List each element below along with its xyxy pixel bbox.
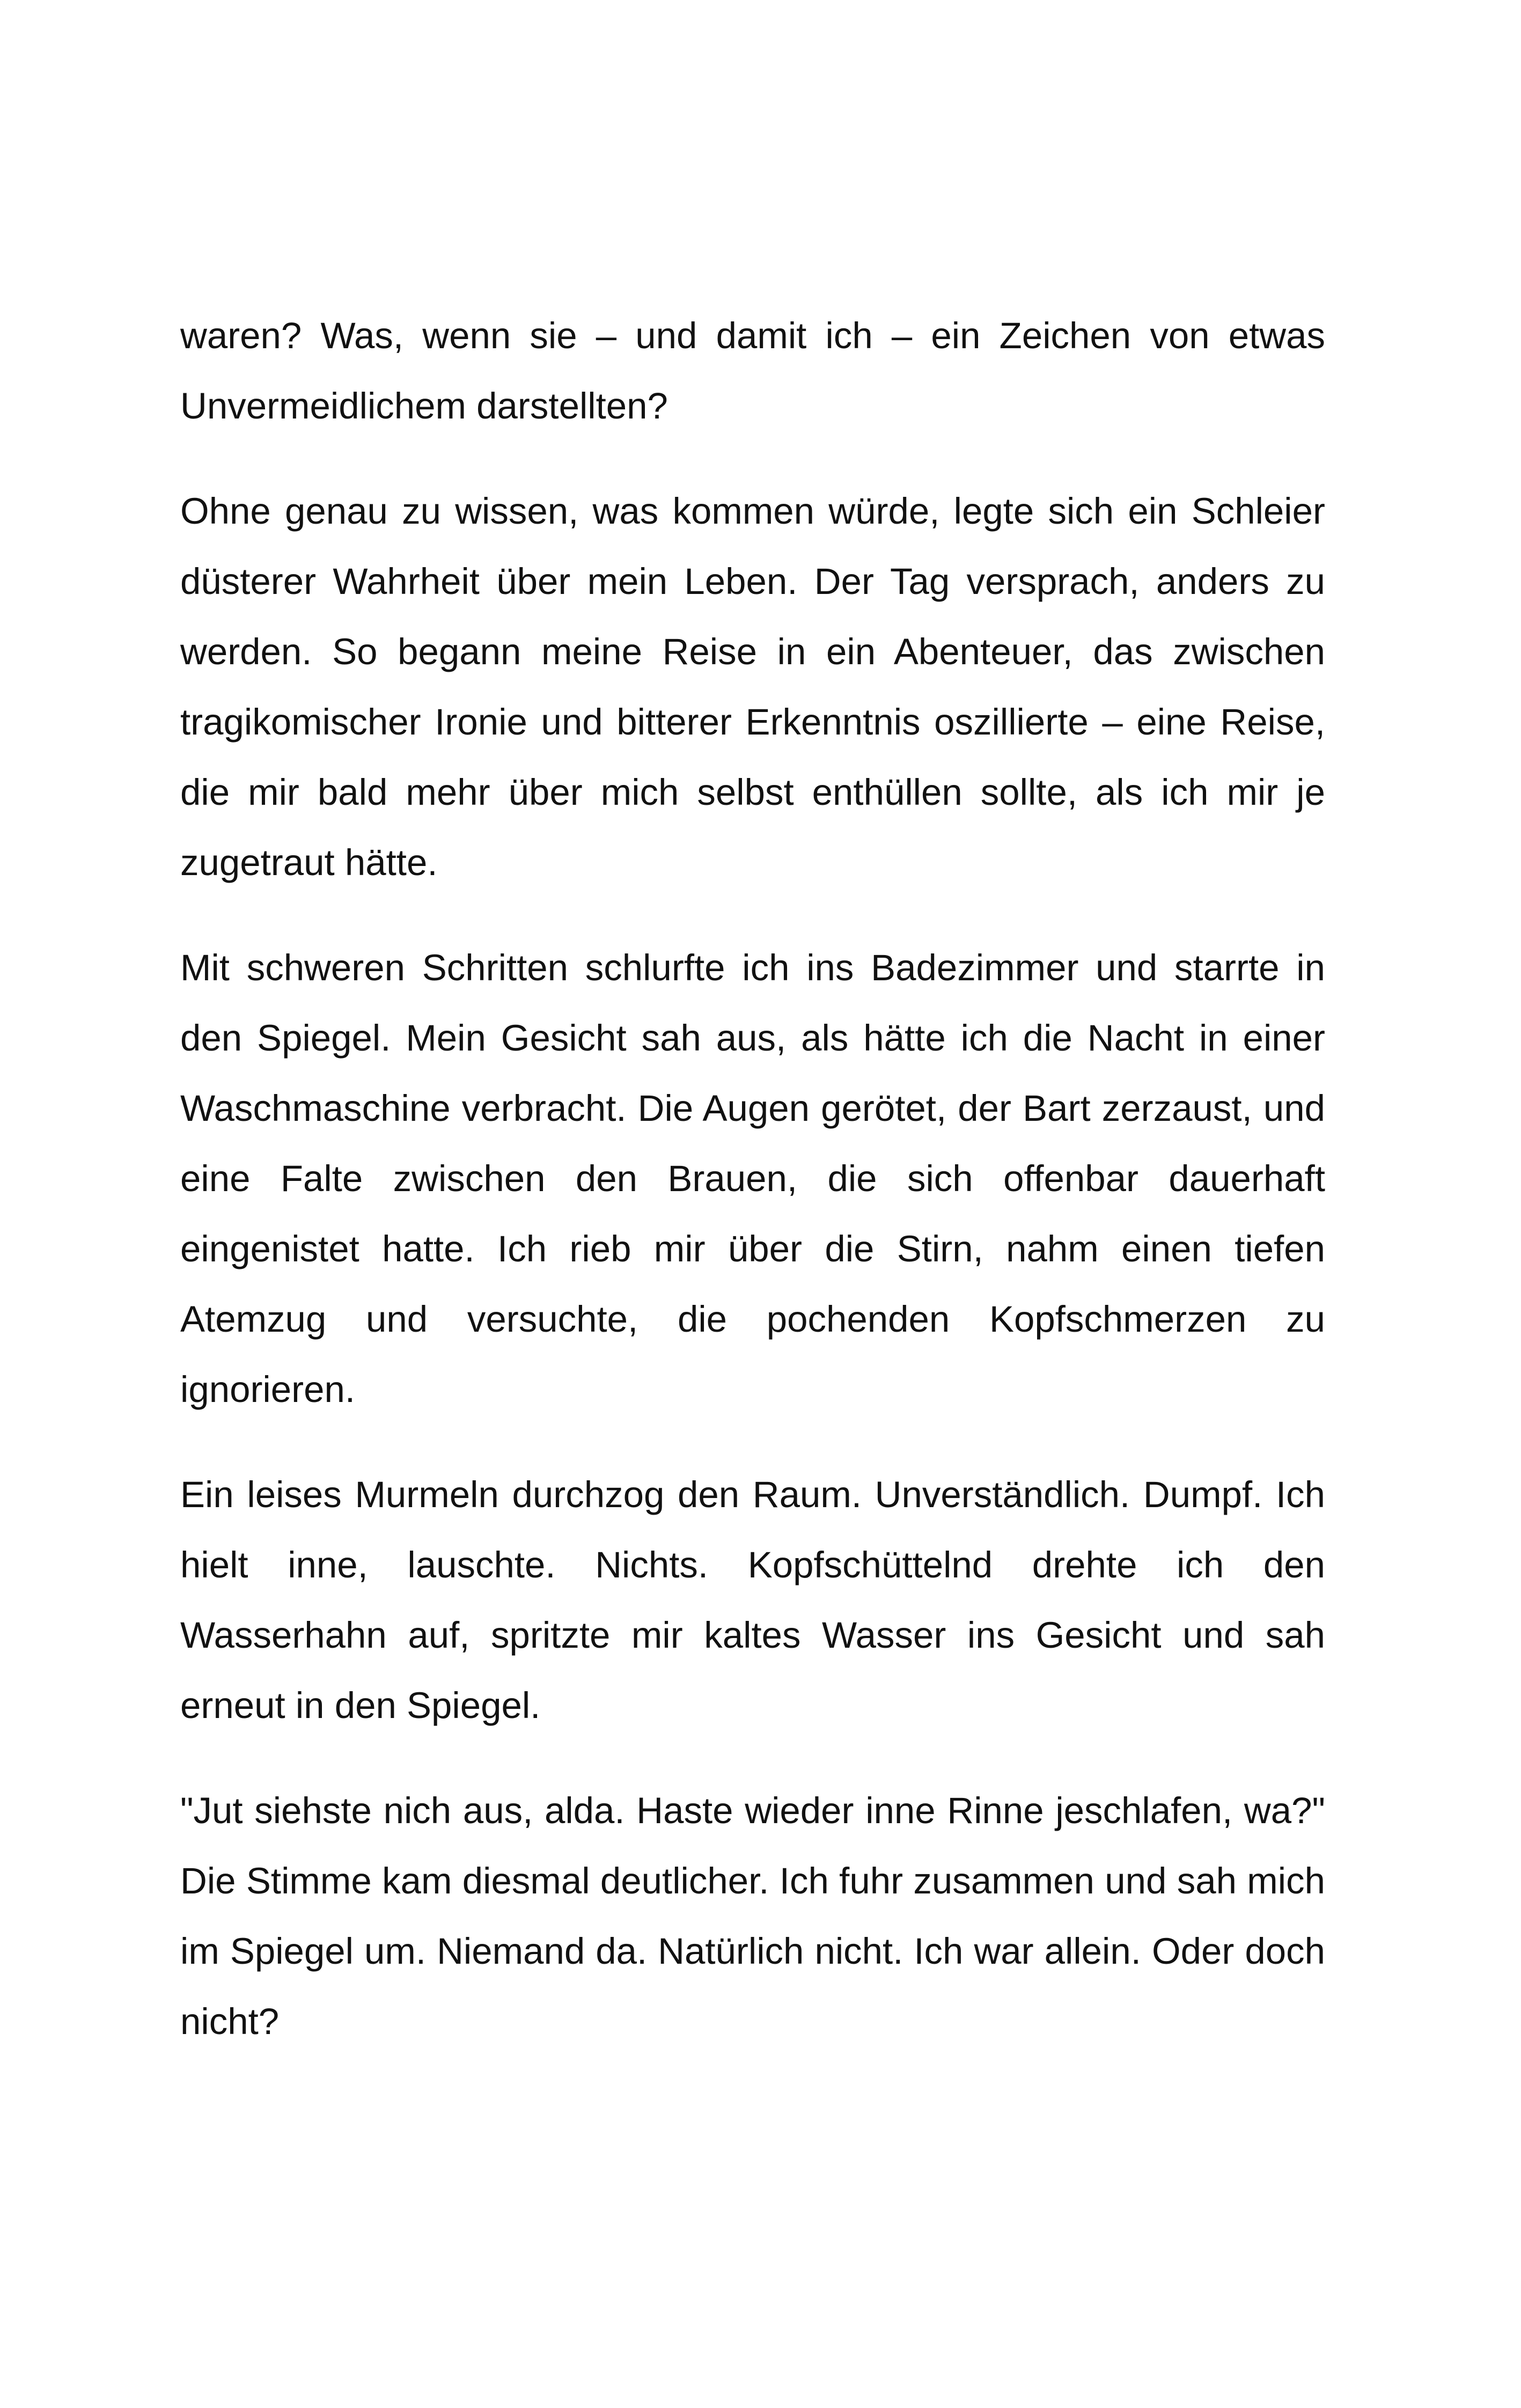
paragraph-5: "Jut siehste nich aus, alda. Haste wieder inne Rinne jeschlafen, wa?" Die Stimme kam diesmal deutlicher. Ich fuhr zusammen und sah mich im Spiegel um. Niemand da. Natürlich nicht. Ich war allein. Oder doch nicht? (180, 1790, 1325, 2042)
page-body (180, 300, 1325, 2091)
paragraph-4: Ein leises Murmeln durchzog den Raum. Unverständlich. Dumpf. Ich hielt inne, lauschte. Nichts. Kopfschüttelnd drehte ich den Wasserhahn auf, spritzte mir kaltes Wasser ins Gesicht und sah erneut in den Spiegel. (180, 1474, 1325, 1726)
paragraph-1: waren? Was, wenn sie – und damit ich – ein Zeichen von etwas Unvermeidlichem darstellten? (180, 315, 1325, 427)
paragraph-2: Ohne genau zu wissen, was kommen würde, legte sich ein Schleier düsterer Wahrheit über mein Leben. Der Tag versprach, anders zu werden. So begann meine Reise in ein Abenteuer, das zwischen tragikomischer Ironie und bitterer Erkenntnis oszillierte – eine Reise, die mir bald mehr über mich selbst enthüllen sollte, als ich mir je zugetraut hätte. (180, 490, 1325, 883)
paragraph-3: Mit schweren Schritten schlurfte ich ins Badezimmer und starrte in den Spiegel. Mein Gesicht sah aus, als hätte ich die Nacht in einer Waschmaschine verbracht. Die Augen gerötet, der Bart zerzaust, und eine Falte zwischen den Brauen, die sich offenbar dauerhaft eingenistet hatte. Ich rieb mir über die Stirn, nahm einen tiefen Atemzug und versuchte, die pochenden Kopfschmerzen zu ignorieren. (180, 947, 1325, 1410)
